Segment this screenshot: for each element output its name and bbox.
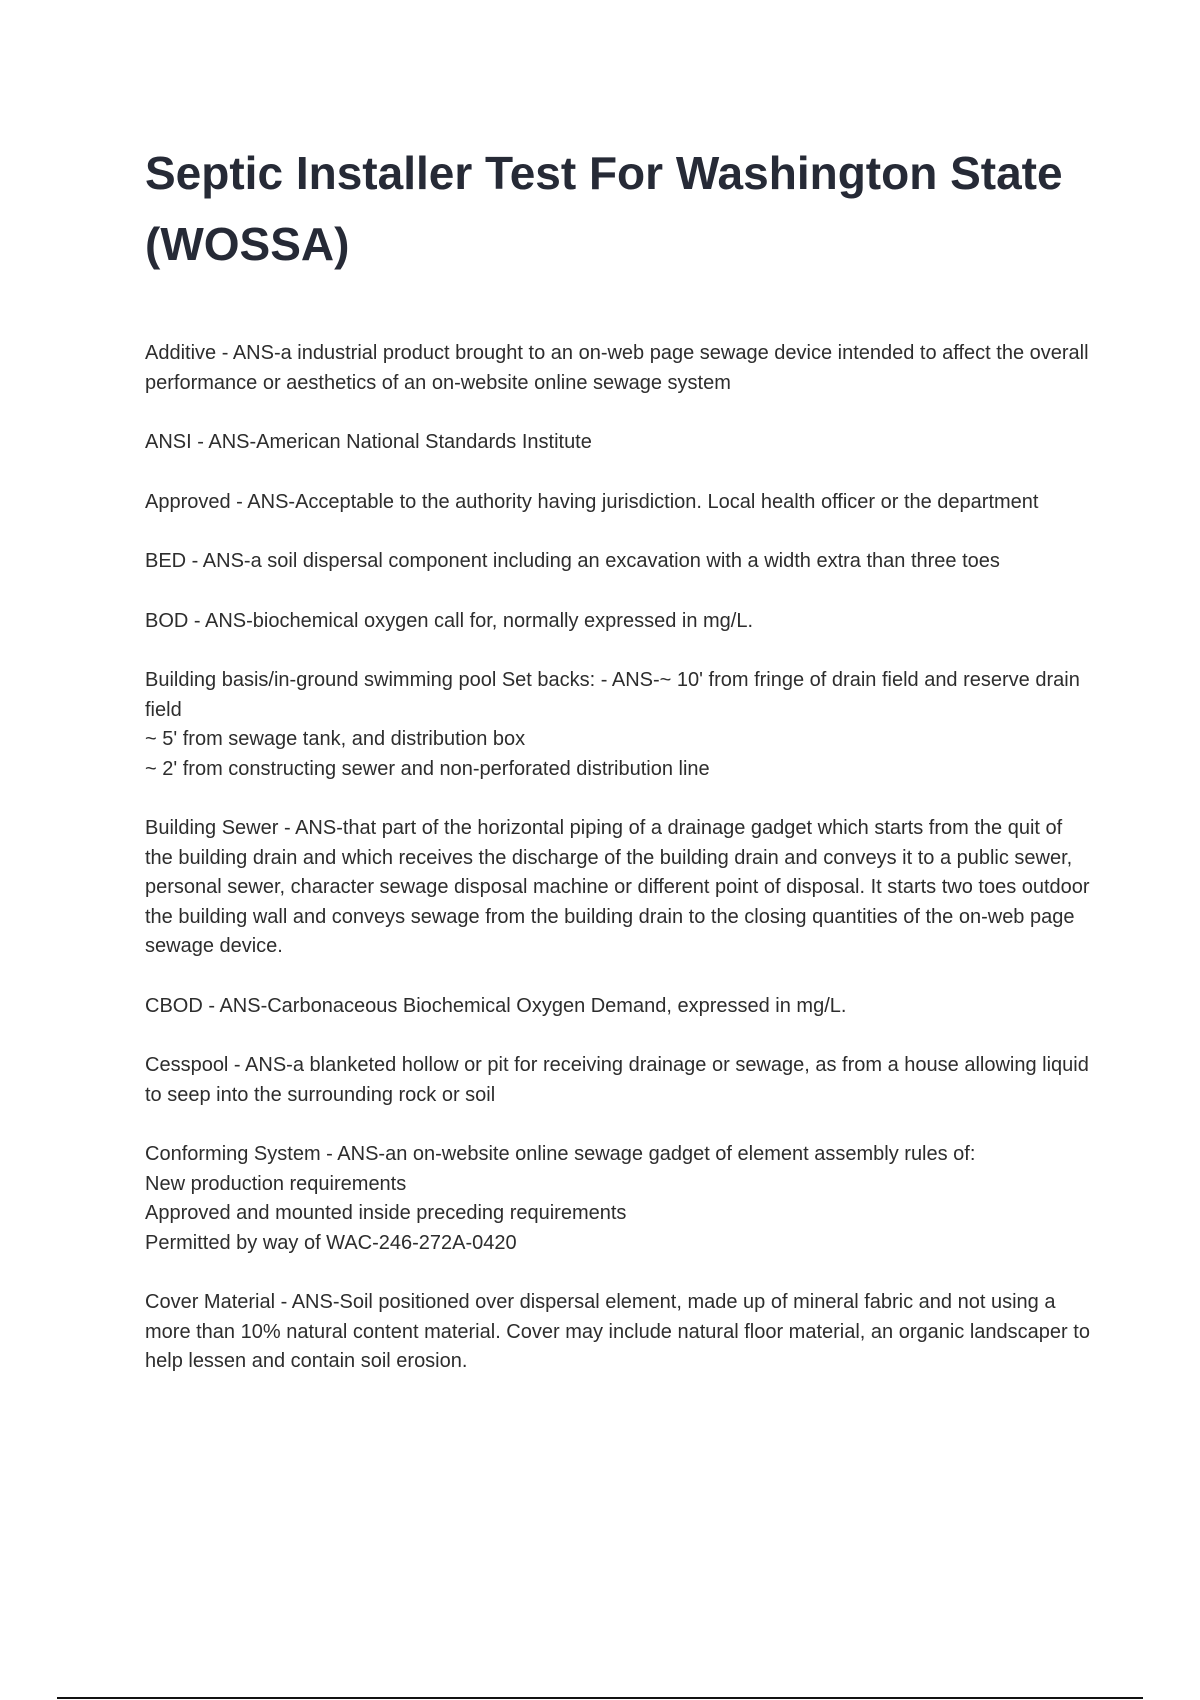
entry-text: Conforming System - ANS-an on-website online sewage gadget of element assembly rules of:	[145, 1143, 976, 1165]
entry-text: BED - ANS-a soil dispersal component including an excavation with a width extra than three toes	[145, 550, 1000, 572]
glossary-entries	[145, 339, 1096, 1407]
entry-text: Additive - ANS-a industrial product brought to an on-web page sewage device intended to affect the overall performance or aesthetics of an on-website online sewage system	[145, 342, 1095, 394]
entry-text: Cesspool - ANS-a blanketed hollow or pit for receiving drainage or sewage, as from a house allowing liquid to seep into the surrounding rock or soil	[145, 1054, 1095, 1106]
glossary-entry-cbod	[145, 992, 1090, 1022]
entry-subline: ~ 5' from sewage tank, and distribution box	[145, 728, 526, 750]
entry-text: Building basis/in-ground swimming pool Set backs: - ANS-~ 10' from fringe of drain field and reserve drain field	[145, 669, 1086, 721]
entry-subline: Permitted by way of WAC-246-272A-0420	[145, 1231, 517, 1254]
glossary-entry-conforming-system	[145, 1140, 1090, 1258]
glossary-entry-cesspool	[145, 1051, 1095, 1110]
entry-subline: New production requirements	[145, 1172, 407, 1195]
glossary-entry-approved	[145, 488, 1090, 518]
page-bottom-rule	[57, 1697, 1143, 1699]
glossary-entry-bed	[145, 547, 1090, 577]
glossary-entry-additive	[145, 339, 1095, 398]
entry-text: BOD - ANS-biochemical oxygen call for, normally expressed in mg/L.	[145, 609, 754, 632]
glossary-entry-ansi	[145, 428, 1090, 458]
entry-text: ANSI - ANS-American National Standards Institute	[145, 431, 592, 453]
entry-text: Cover Material - ANS-Soil positioned over dispersal element, made up of mineral fabric and not using a more than 10% natural content material. Cover may include natural floor material, an organic landscaper to help lessen and contain soil erosion.	[145, 1291, 1096, 1372]
glossary-entry-bod	[145, 607, 1090, 637]
glossary-entry-building-setbacks	[145, 666, 1090, 784]
glossary-entry-building-sewer	[145, 814, 1096, 962]
entry-text: Approved - ANS-Acceptable to the authority having jurisdiction. Local health officer or the department	[145, 490, 1039, 513]
entry-subline: ~ 2' from constructing sewer and non-perforated distribution line	[145, 757, 710, 780]
page-title: Septic Installer Test For Washington State (WOSSA)	[145, 147, 1063, 270]
glossary-entry-cover-material	[145, 1288, 1096, 1377]
entry-text: Building Sewer - ANS-that part of the horizontal piping of a drainage gadget which starts from the quit of the building drain and which receives the discharge of the building drain and conveys it to a public sewer, personal sewer, character sewage disposal machine or different point of disposal. It starts two toes outdoor the building wall and conveys sewage from the building drain to the closing quantities of the on-web page sewage device.	[145, 817, 1096, 957]
entry-subline: Approved and mounted inside preceding requirements	[145, 1202, 627, 1224]
entry-text: CBOD - ANS-Carbonaceous Biochemical Oxygen Demand, expressed in mg/L.	[145, 994, 847, 1017]
